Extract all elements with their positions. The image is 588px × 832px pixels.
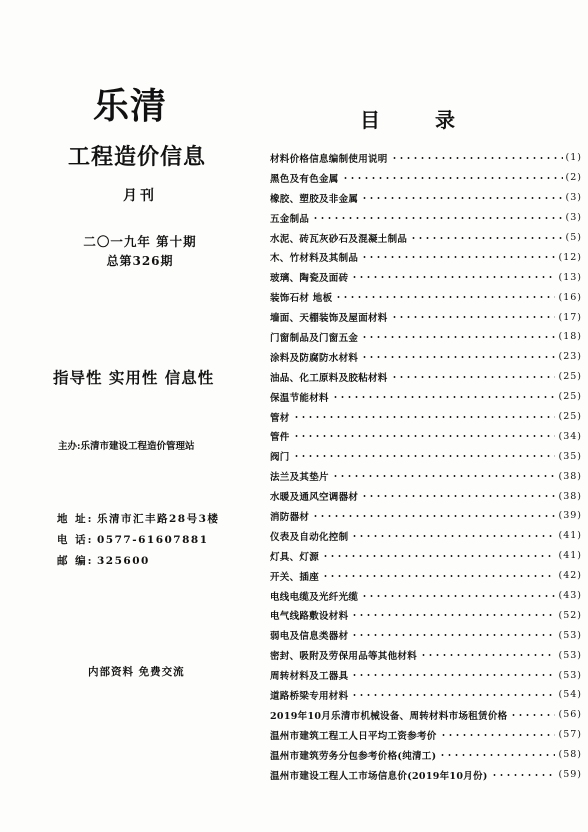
- dot-leader: [361, 495, 555, 497]
- toc-entry-title: 玻璃、陶瓷及面砖: [270, 273, 349, 285]
- toc-entry[interactable]: [270, 446, 588, 466]
- toc-entry[interactable]: [270, 466, 588, 486]
- toc-entry[interactable]: [270, 387, 588, 407]
- toc-entry[interactable]: [270, 745, 588, 765]
- dot-leader: [361, 197, 562, 199]
- motto: 指导性 实用性 信息性: [53, 369, 215, 387]
- table-of-contents: [270, 148, 588, 782]
- dot-leader: [510, 714, 555, 716]
- toc-entry[interactable]: [270, 307, 588, 327]
- publication-kind: 月刊: [123, 188, 157, 204]
- dot-leader: [351, 276, 555, 278]
- toc-entry-title: 水暖及通风空调器材: [270, 492, 359, 504]
- dot-leader: [391, 157, 563, 159]
- toc-entry-title: 管件: [270, 432, 290, 444]
- toc-entry[interactable]: [270, 605, 588, 625]
- dot-leader: [439, 754, 555, 756]
- dot-leader: [351, 634, 555, 636]
- toc-entry[interactable]: [270, 506, 588, 526]
- toc-entry-page: (54): [558, 689, 582, 701]
- distribution-note: 内部资料 免费交流: [88, 666, 185, 678]
- toc-entry-page: (3): [565, 192, 582, 204]
- toc-entry[interactable]: [270, 426, 588, 446]
- toc-entry[interactable]: [270, 625, 588, 645]
- dot-leader: [322, 555, 555, 557]
- toc-entry-page: (17): [558, 311, 582, 323]
- toc-entry[interactable]: [270, 486, 588, 506]
- dot-leader: [312, 217, 562, 219]
- toc-entry-page: (13): [558, 271, 582, 283]
- contact-value: 0577-61607881: [97, 533, 209, 546]
- dot-leader: [332, 475, 556, 477]
- dot-leader: [351, 535, 555, 537]
- toc-entry-page: (42): [558, 570, 582, 582]
- toc-entry-page: (38): [558, 470, 582, 482]
- contact-info: [57, 508, 247, 571]
- dot-leader: [491, 774, 556, 776]
- toc-entry[interactable]: [270, 685, 588, 705]
- toc-entry-title: 周转材料及工器具: [270, 671, 349, 683]
- toc-entry-title: 黑色及有色金属: [270, 173, 339, 185]
- toc-entry-title: 阀门: [270, 452, 290, 464]
- toc-entry-title: 电气线路敷设材料: [270, 611, 349, 623]
- toc-entry-page: (38): [558, 490, 582, 502]
- toc-entry[interactable]: [270, 407, 588, 427]
- toc-entry[interactable]: [270, 665, 588, 685]
- dot-leader: [361, 595, 555, 597]
- toc-entry-page: (41): [558, 550, 582, 562]
- toc-entry-title: 油品、化工原料及胶粘材料: [270, 372, 388, 384]
- toc-entry-title: 灯具、灯源: [270, 551, 320, 563]
- toc-entry[interactable]: [270, 228, 588, 248]
- toc-entry-title: 装饰石材 地板: [270, 293, 333, 305]
- toc-entry-page: (43): [558, 590, 582, 602]
- toc-entry[interactable]: [270, 267, 588, 287]
- toc-entry-title: 密封、吸附及劳保用品等其他材料: [270, 651, 418, 663]
- toc-entry[interactable]: [270, 725, 588, 745]
- dot-leader: [332, 396, 556, 398]
- toc-entry-page: (57): [558, 729, 582, 741]
- dot-leader: [351, 694, 555, 696]
- toc-entry-title: 材料价格信息编制使用说明: [270, 153, 388, 165]
- toc-entry[interactable]: [270, 188, 588, 208]
- toc-entry[interactable]: [270, 765, 588, 785]
- dot-leader: [351, 614, 555, 616]
- dot-leader: [391, 316, 556, 318]
- toc-entry-title: 管材: [270, 412, 290, 424]
- toc-entry-title: 仪表及自动化控制: [270, 531, 349, 543]
- contact-phone: [57, 529, 247, 550]
- cover-panel: [0, 0, 250, 832]
- dot-leader: [322, 575, 555, 577]
- dot-leader: [440, 734, 556, 736]
- toc-entry[interactable]: [270, 705, 588, 725]
- toc-entry-page: (18): [558, 331, 582, 343]
- toc-entry-title: 温州市建设工程人工市场信息价(2019年10月份): [270, 770, 488, 782]
- publication-title: 工程造价信息: [67, 145, 206, 170]
- dot-leader: [391, 376, 556, 378]
- toc-entry[interactable]: [270, 566, 588, 586]
- contact-value: 325600: [97, 554, 150, 567]
- toc-entry-page: (35): [558, 450, 582, 462]
- dot-leader: [410, 237, 562, 239]
- toc-entry-title: 道路桥梁专用材料: [270, 690, 349, 702]
- toc-entry-title: 法兰及其垫片: [270, 472, 329, 484]
- toc-entry[interactable]: [270, 168, 588, 188]
- toc-entry-title: 2019年10月乐清市机械设备、周转材料市场租赁价格: [270, 710, 508, 722]
- toc-entry-page: (2): [565, 172, 582, 184]
- toc-entry-page: (39): [558, 510, 582, 522]
- toc-entry-page: (12): [558, 251, 582, 263]
- dot-leader: [351, 674, 555, 676]
- toc-title: 目 录: [360, 108, 479, 132]
- dot-leader: [312, 515, 555, 517]
- toc-entry-page: (41): [558, 530, 582, 542]
- total-issue-number: 总第326期: [106, 254, 174, 268]
- toc-entry-page: (23): [558, 351, 582, 363]
- toc-entry-page: (25): [558, 391, 582, 403]
- toc-entry[interactable]: [270, 586, 588, 606]
- toc-entry[interactable]: [270, 526, 588, 546]
- contact-label: 地 址:: [57, 513, 94, 525]
- dot-leader: [420, 654, 555, 656]
- toc-entry-title: 涂料及防腐防水材料: [270, 352, 359, 364]
- contact-postcode: [57, 550, 247, 571]
- contact-label: 邮 编:: [57, 555, 94, 567]
- toc-entry-title: 电线电缆及光纤光缆: [270, 591, 359, 603]
- toc-entry-page: (53): [558, 629, 582, 641]
- toc-entry-title: 弱电及信息类器材: [270, 631, 349, 643]
- toc-entry-page: (53): [558, 669, 582, 681]
- toc-entry-title: 五金制品: [270, 213, 310, 225]
- dot-leader: [361, 336, 555, 338]
- contact-address: [57, 508, 247, 529]
- toc-entry-page: (3): [565, 212, 582, 224]
- dot-leader: [342, 177, 563, 179]
- contact-value: 乐清市汇丰路28号3楼: [97, 513, 220, 525]
- toc-entry-title: 墙面、天棚装饰及屋面材料: [270, 313, 388, 325]
- toc-entry[interactable]: [270, 347, 588, 367]
- toc-entry-page: (25): [558, 371, 582, 383]
- dot-leader: [361, 256, 555, 258]
- toc-entry-page: (53): [558, 649, 582, 661]
- toc-entry-page: (52): [558, 609, 582, 621]
- toc-entry[interactable]: [270, 287, 588, 307]
- sponsor: 主办:乐清市建设工程造价管理站: [58, 441, 195, 452]
- toc-entry-page: (1): [565, 152, 582, 164]
- dot-leader: [335, 296, 555, 298]
- toc-entry-page: (59): [558, 769, 582, 781]
- dot-leader: [361, 356, 555, 358]
- toc-entry-page: (58): [558, 749, 582, 761]
- toc-entry-title: 温州市建筑工程工人日平均工资参考价: [270, 730, 437, 742]
- toc-entry-title: 木、竹材料及其制品: [270, 253, 359, 265]
- contact-label: 电 话:: [57, 534, 94, 546]
- toc-entry[interactable]: [270, 546, 588, 566]
- toc-entry-title: 温州市建筑劳务分包参考价格(纯清工): [270, 750, 437, 762]
- toc-entry[interactable]: [270, 367, 588, 387]
- toc-entry-title: 消防器材: [270, 511, 310, 523]
- toc-entry-title: 水泥、砖瓦灰砂石及混凝土制品: [270, 233, 408, 245]
- toc-entry[interactable]: [270, 148, 588, 168]
- toc-entry[interactable]: [270, 327, 588, 347]
- issue-number: 二〇一九年 第十期: [83, 234, 197, 249]
- toc-entry-title: 橡胶、塑胶及非金属: [270, 193, 359, 205]
- dot-leader: [293, 435, 556, 437]
- toc-entry-title: 开关、插座: [270, 571, 320, 583]
- toc-entry-page: (25): [558, 411, 582, 423]
- brand-title: 乐清: [92, 86, 167, 127]
- toc-entry-page: (16): [558, 291, 582, 303]
- toc-entry-page: (56): [558, 709, 582, 721]
- toc-entry[interactable]: [270, 247, 588, 267]
- dot-leader: [293, 455, 556, 457]
- toc-entry-title: 门窗制品及门窗五金: [270, 332, 359, 344]
- toc-entry-page: (5): [565, 232, 582, 243]
- toc-entry[interactable]: [270, 208, 588, 228]
- toc-entry[interactable]: [270, 645, 588, 665]
- toc-entry-page: (34): [558, 430, 582, 442]
- toc-entry-title: 保温节能材料: [270, 392, 329, 404]
- dot-leader: [293, 416, 556, 418]
